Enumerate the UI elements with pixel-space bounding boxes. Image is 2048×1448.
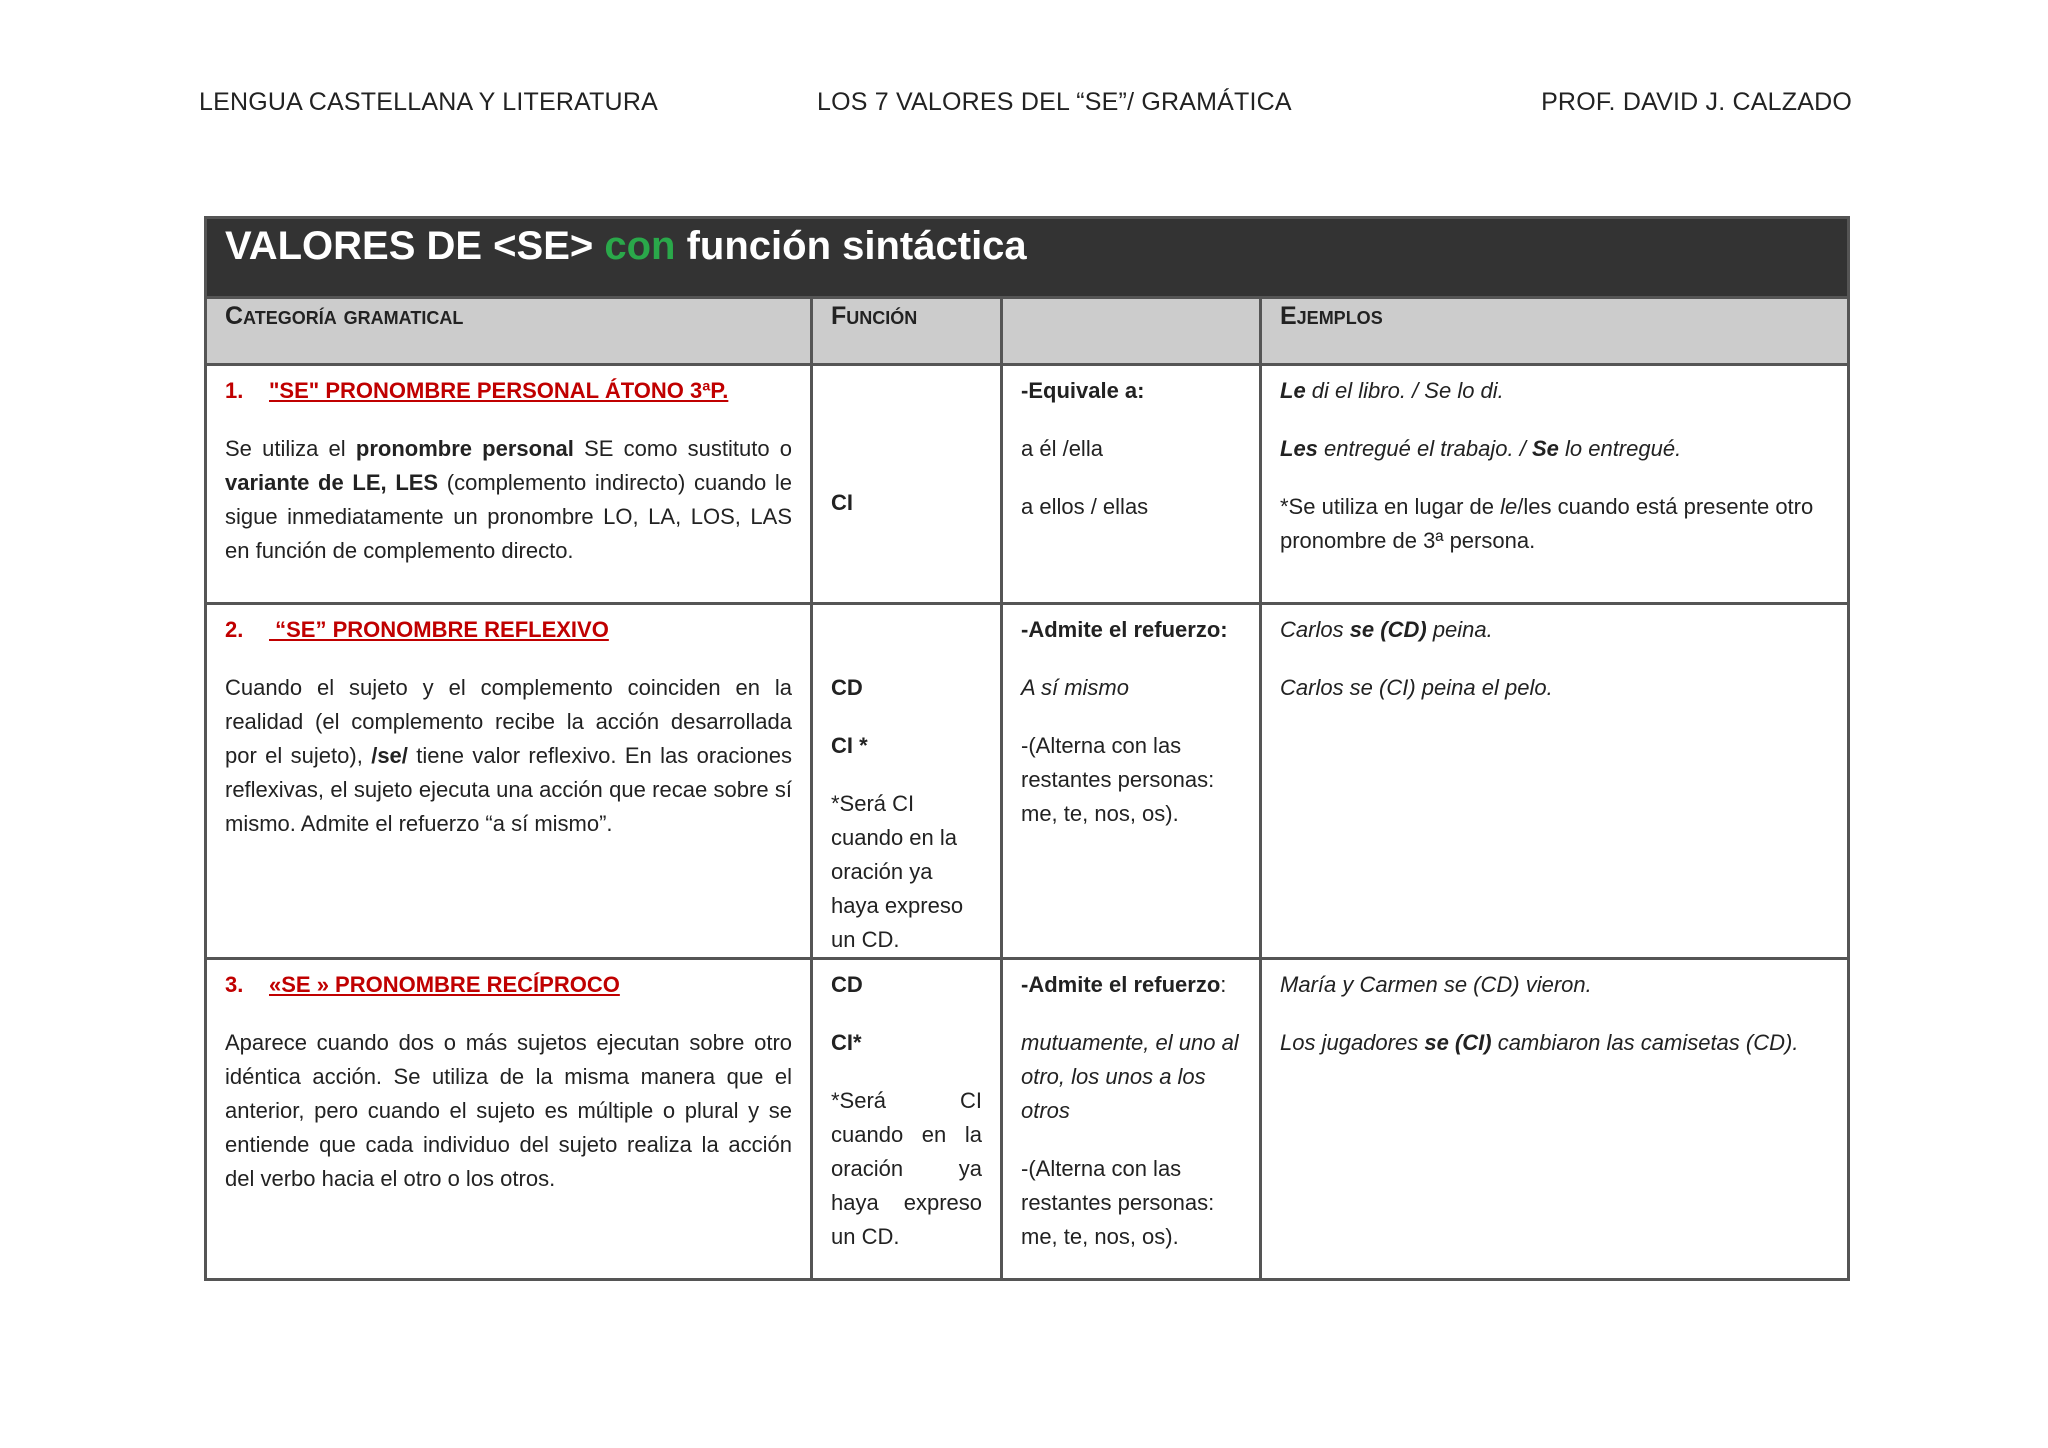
category-cell bbox=[206, 959, 812, 1280]
desc-text: SE como sustituto o bbox=[573, 436, 792, 461]
example-line: María y Carmen se (CD) vieron. bbox=[1280, 972, 1592, 997]
reinforcement-title bbox=[1021, 968, 1241, 1002]
column-header-empty bbox=[1002, 298, 1261, 365]
examples-cell bbox=[1261, 365, 1849, 604]
equivalence-cell bbox=[1002, 365, 1261, 604]
category-cell bbox=[206, 365, 812, 604]
reinforcement-cell bbox=[1002, 604, 1261, 959]
function-value: CD bbox=[831, 675, 863, 700]
section-title: «SE » PRONOMBRE RECÍPROCO bbox=[269, 972, 620, 997]
example-line bbox=[1280, 1026, 1829, 1060]
function-cell bbox=[812, 959, 1002, 1280]
desc-bold: variante de LE, LES bbox=[225, 470, 439, 495]
example-text: lo entregué. bbox=[1558, 436, 1682, 461]
example-bold: Le bbox=[1280, 378, 1306, 403]
section-description bbox=[225, 432, 792, 568]
example-text: Los jugadores bbox=[1280, 1030, 1425, 1055]
function-value: CD bbox=[831, 972, 863, 997]
example-line bbox=[1280, 374, 1829, 408]
function-cell bbox=[812, 604, 1002, 959]
note-italic: le bbox=[1500, 494, 1518, 519]
section-heading bbox=[225, 374, 792, 408]
example-line: Carlos se (CI) peina el pelo. bbox=[1280, 675, 1553, 700]
table-row bbox=[206, 365, 1849, 604]
table-row bbox=[206, 959, 1849, 1280]
reinforcement-item: mutuamente, el uno al otro, los unos a los otros bbox=[1021, 1030, 1239, 1123]
category-cell bbox=[206, 604, 812, 959]
section-description: Aparece cuando dos o más sujetos ejecutan sobre otro idéntica acción. Se utiliza de la misma manera que el anterior, pero cuando el sujeto es múltiple o plural y se entiende que cada individuo del sujeto realiza la acción del verbo hacia el otro o los otros. bbox=[225, 1030, 792, 1191]
column-header-category bbox=[206, 298, 812, 365]
note-text: *Se utiliza en lugar de bbox=[1280, 494, 1501, 519]
column-header-examples bbox=[1261, 298, 1849, 365]
desc-text: Cuando el sujeto y el complemento coinciden en la realidad (el complemento recibe la acción desarrollada por el sujeto), bbox=[225, 675, 792, 768]
reinforcement-title: -Admite el refuerzo: bbox=[1021, 617, 1228, 642]
example-bold: se (CI) bbox=[1424, 1030, 1492, 1055]
section-number: 1. bbox=[225, 378, 244, 403]
se-values-table bbox=[204, 216, 1850, 1281]
table-title-row bbox=[206, 218, 1849, 298]
example-bold: se (CD) bbox=[1349, 617, 1427, 642]
function-value: CI * bbox=[831, 733, 868, 758]
desc-bold: pronombre personal bbox=[355, 436, 574, 461]
section-number: 2. bbox=[225, 617, 244, 642]
examples-cell bbox=[1261, 604, 1849, 959]
example-text: Carlos bbox=[1280, 617, 1350, 642]
desc-text: tiene valor reflexivo. En las oraciones reflexivas, el sujeto ejecuta una acción que recae sobre sí mismo. Admite el refuerzo “a sí mismo”. bbox=[225, 743, 792, 836]
reinforcement-colon: : bbox=[1220, 972, 1227, 997]
example-bold: Les bbox=[1280, 436, 1318, 461]
reinforcement-note: -(Alterna con las restantes personas: me, te, nos, os). bbox=[1021, 1156, 1215, 1249]
desc-bold: /se/ bbox=[371, 743, 408, 768]
title-part-1: VALORES DE <SE> bbox=[225, 224, 605, 268]
desc-text: (complemento indirecto) cuando le sigue inmediatamente un pronombre LO, LA, LOS, LAS en función de complemento directo. bbox=[225, 470, 792, 563]
equivalence-item: a ellos / ellas bbox=[1021, 494, 1149, 519]
example-text: di el libro. / Se lo di. bbox=[1305, 378, 1504, 403]
example-text: cambiaron las camisetas (CD). bbox=[1491, 1030, 1799, 1055]
function-value: CI bbox=[831, 490, 853, 515]
header-topic: LOS 7 VALORES DEL “SE”/ GRAMÁTICA bbox=[817, 88, 1292, 116]
reinforcement-note: -(Alterna con las restantes personas: me, te, nos, os). bbox=[1021, 733, 1215, 826]
column-header-function bbox=[812, 298, 1002, 365]
section-title: “SE” PRONOMBRE REFLEXIVO bbox=[269, 617, 609, 642]
function-note: *Será CI cuando en la oración ya haya expreso un CD. bbox=[831, 791, 964, 952]
title-part-2: con bbox=[604, 224, 676, 268]
section-title: "SE" PRONOMBRE PERSONAL ÁTONO 3ªP. bbox=[269, 378, 729, 403]
equivalence-title: -Equivale a: bbox=[1021, 378, 1145, 403]
example-text: entregué el trabajo. / bbox=[1317, 436, 1532, 461]
reinforcement-title-text: -Admite el refuerzo bbox=[1021, 972, 1221, 997]
column-header-category-label: Categoría gramatical bbox=[225, 302, 464, 330]
section-heading bbox=[225, 613, 792, 647]
section-description bbox=[225, 671, 792, 841]
function-value: CI* bbox=[831, 1030, 862, 1055]
desc-text: Se utiliza el bbox=[225, 436, 356, 461]
function-note: *Será CI cuando en la oración ya haya expreso un CD. bbox=[831, 1088, 982, 1249]
equivalence-item: a él /ella bbox=[1021, 436, 1103, 461]
example-line bbox=[1280, 613, 1829, 647]
column-header-examples-label: Ejemplos bbox=[1280, 302, 1383, 330]
header-subject: LENGUA CASTELLANA Y LITERATURA bbox=[199, 88, 658, 116]
function-cell bbox=[812, 365, 1002, 604]
section-number: 3. bbox=[225, 972, 244, 997]
example-line bbox=[1280, 432, 1829, 466]
table-title-cell bbox=[206, 218, 1849, 298]
table-title bbox=[225, 219, 1829, 273]
examples-cell bbox=[1261, 959, 1849, 1280]
column-header-function-label: Función bbox=[831, 302, 918, 330]
reinforcement-cell bbox=[1002, 959, 1261, 1280]
note-text: /les cuando está presente otro pronombre de 3ª persona. bbox=[1280, 494, 1814, 553]
example-text: peina. bbox=[1426, 617, 1493, 642]
section-heading bbox=[225, 968, 792, 1002]
example-bold: Se bbox=[1531, 436, 1559, 461]
header-author: PROF. DAVID J. CALZADO bbox=[1541, 88, 1852, 116]
table-row bbox=[206, 604, 1849, 959]
title-part-3: función sintáctica bbox=[675, 224, 1027, 268]
table-header-row bbox=[206, 298, 1849, 365]
example-note bbox=[1280, 490, 1829, 558]
reinforcement-item: A sí mismo bbox=[1021, 675, 1129, 700]
